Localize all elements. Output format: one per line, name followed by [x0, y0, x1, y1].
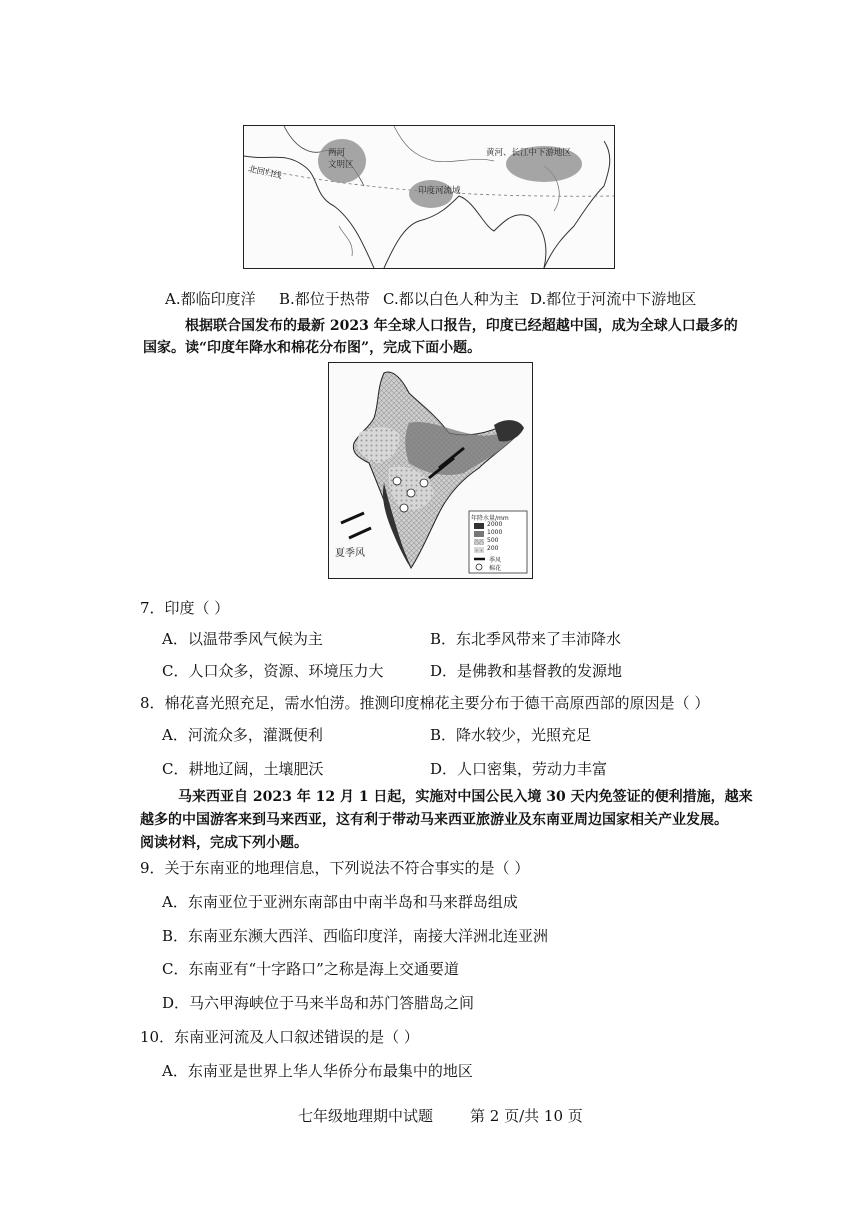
legend-value-1: 2000 [487, 521, 503, 528]
q8-option-a: A．河流众多，灌溉便利 [162, 726, 323, 744]
q7-option-c: C．人口众多，资源、环境压力大 [162, 662, 384, 680]
q10-stem: 10．东南亚河流及人口叙述错误的是（ ） [140, 1028, 419, 1046]
q7-option-a: A．以温带季风气候为主 [162, 630, 323, 648]
q8-option-d: D．人口密集，劳动力丰富 [430, 760, 608, 778]
q7-option-d: D．是佛教和基督教的发源地 [430, 662, 623, 680]
q6-option-d: D.都位于河流中下游地区 [530, 290, 697, 308]
passage1-line1: 根据联合国发布的最新 2023 年全球人口报告，印度已经超越中国，成为全球人口最多的 [185, 318, 738, 334]
q9-option-c: C．东南亚有“十字路口”之称是海上交通要道 [162, 960, 459, 978]
legend-cotton: 棉花 [489, 565, 502, 572]
q6-option-a: A.都临印度洋 [165, 290, 256, 308]
passage1-line2: 国家。读“印度年降水和棉花分布图”，完成下面小题。 [143, 340, 482, 356]
q8-option-b: B．降水较少，光照充足 [430, 726, 592, 744]
footer-exam-title: 七年级地理期中试题 [298, 1107, 434, 1125]
q6-option-b: B.都位于热带 [279, 290, 370, 308]
passage2-line2: 越多的中国游客来到马来西亚，这有利于带动马来西亚旅游业及东南亚周边国家相关产业发展。 [140, 812, 728, 828]
q10-option-a: A．东南亚是世界上华人华侨分布最集中的地区 [162, 1062, 473, 1080]
passage2-line3: 阅读材料，完成下列小题。 [140, 835, 308, 851]
legend-value-3: 500 [487, 537, 499, 544]
map-label-west: 两河 文明区 [328, 148, 354, 170]
q9-option-a: A．东南亚位于亚洲东南部由中南半岛和马来群岛组成 [162, 893, 518, 911]
civilization-map [243, 125, 615, 269]
map-label-tropic: 北回归线 [247, 164, 283, 182]
legend-title: 年降水量/mm [471, 515, 509, 522]
legend-wind: 季风 [489, 557, 502, 564]
q6-option-c: C.都以白色人种为主 [383, 290, 519, 308]
india-precipitation-map [328, 362, 533, 579]
q8-stem: 8．棉花喜光照充足，需水怕涝。推测印度棉花主要分布于德干高原西部的原因是（ ） [140, 694, 710, 712]
footer-page-number: 第 2 页/共 10 页 [470, 1107, 583, 1125]
q9-option-b: B．东南亚东濒大西洋、西临印度洋，南接大洋洲北连亚洲 [162, 927, 549, 945]
map-label-china: 黄河、长江中下游地区 [486, 148, 572, 158]
legend-value-2: 1000 [487, 529, 503, 536]
map-label-india: 印度河流域 [418, 186, 461, 196]
passage2-line1: 马来西亚自 2023 年 12 月 1 日起，实施对中国公民入境 30 天内免签证的便利措施，越来 [178, 789, 753, 805]
q7-stem: 7．印度（ ） [140, 599, 230, 617]
q9-option-d: D．马六甲海峡位于马来半岛和苏门答腊岛之间 [162, 994, 475, 1012]
summer-monsoon-label: 夏季风 [335, 548, 365, 559]
q7-option-b: B．东北季风带来了丰沛降水 [430, 630, 622, 648]
q8-option-c: C．耕地辽阔，土壤肥沃 [162, 760, 324, 778]
q9-stem: 9．关于东南亚的地理信息，下列说法不符合事实的是（ ） [140, 859, 530, 877]
legend-value-4: 200 [487, 545, 499, 552]
